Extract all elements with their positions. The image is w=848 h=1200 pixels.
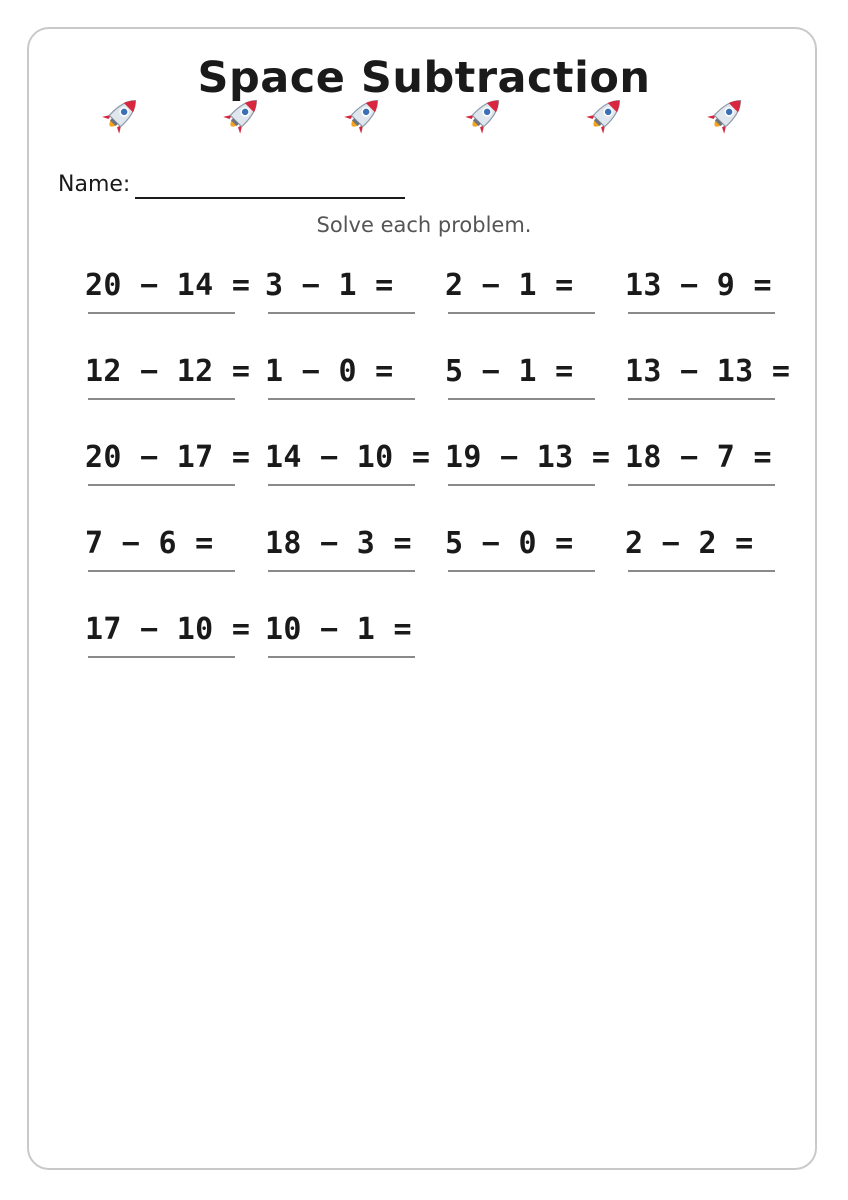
rocket-icon: [221, 92, 265, 136]
problem-item: [265, 526, 430, 586]
rocket-icon: [342, 92, 386, 136]
problem-item: [85, 612, 250, 672]
problem-expression: 18 − 7 =: [625, 440, 772, 475]
answer-line[interactable]: [268, 656, 415, 658]
answer-line[interactable]: [448, 484, 595, 486]
answer-line[interactable]: [88, 656, 235, 658]
answer-line[interactable]: [268, 570, 415, 572]
answer-line[interactable]: [628, 312, 775, 314]
problem-expression: 13 − 13 =: [625, 354, 791, 389]
problem-item: [445, 354, 610, 414]
problem-expression: 5 − 1 =: [445, 354, 574, 389]
answer-line[interactable]: [448, 312, 595, 314]
problem-expression: 1 − 0 =: [265, 354, 394, 389]
problem-item: [265, 268, 430, 328]
answer-line[interactable]: [268, 484, 415, 486]
problem-item: [265, 440, 430, 500]
problem-item: [85, 354, 250, 414]
problem-item: [85, 526, 250, 586]
name-write-line[interactable]: [135, 197, 405, 199]
problem-item: [625, 354, 790, 414]
problem-item: [265, 612, 430, 672]
answer-line[interactable]: [448, 570, 595, 572]
problem-item: [85, 268, 250, 328]
answer-line[interactable]: [268, 398, 415, 400]
problem-expression: 18 − 3 =: [265, 526, 412, 561]
answer-line[interactable]: [628, 484, 775, 486]
problem-item: [625, 268, 790, 328]
answer-line[interactable]: [88, 484, 235, 486]
problem-expression: 12 − 12 =: [85, 354, 251, 389]
answer-line[interactable]: [268, 312, 415, 314]
problem-item: [445, 268, 610, 328]
answer-line[interactable]: [628, 398, 775, 400]
problem-expression: 10 − 1 =: [265, 612, 412, 647]
problem-item: [85, 440, 250, 500]
rocket-icon: [463, 92, 507, 136]
problem-expression: 5 − 0 =: [445, 526, 574, 561]
problem-expression: 2 − 1 =: [445, 268, 574, 303]
problem-expression: 19 − 13 =: [445, 440, 611, 475]
problem-expression: 7 − 6 =: [85, 526, 214, 561]
problem-item: [625, 526, 790, 586]
answer-line[interactable]: [88, 398, 235, 400]
worksheet-title: Space Subtraction: [197, 53, 651, 103]
problem-expression: 17 − 10 =: [85, 612, 251, 647]
problem-expression: 20 − 17 =: [85, 440, 251, 475]
problem-item: [625, 440, 790, 500]
problem-item: [445, 526, 610, 586]
problem-item: [445, 440, 610, 500]
problem-expression: 13 − 9 =: [625, 268, 772, 303]
problem-expression: 20 − 14 =: [85, 268, 251, 303]
problem-expression: 14 − 10 =: [265, 440, 431, 475]
instructions: Solve each problem.: [316, 213, 532, 237]
rocket-decoration-row: [100, 92, 750, 136]
problem-item: [265, 354, 430, 414]
answer-line[interactable]: [88, 312, 235, 314]
rocket-icon: [100, 92, 144, 136]
answer-line[interactable]: [448, 398, 595, 400]
problem-expression: 2 − 2 =: [625, 526, 754, 561]
problem-expression: 3 − 1 =: [265, 268, 394, 303]
answer-line[interactable]: [88, 570, 235, 572]
rocket-icon: [705, 92, 749, 136]
answer-line[interactable]: [628, 570, 775, 572]
name-label: Name:: [58, 172, 131, 197]
rocket-icon: [584, 92, 628, 136]
